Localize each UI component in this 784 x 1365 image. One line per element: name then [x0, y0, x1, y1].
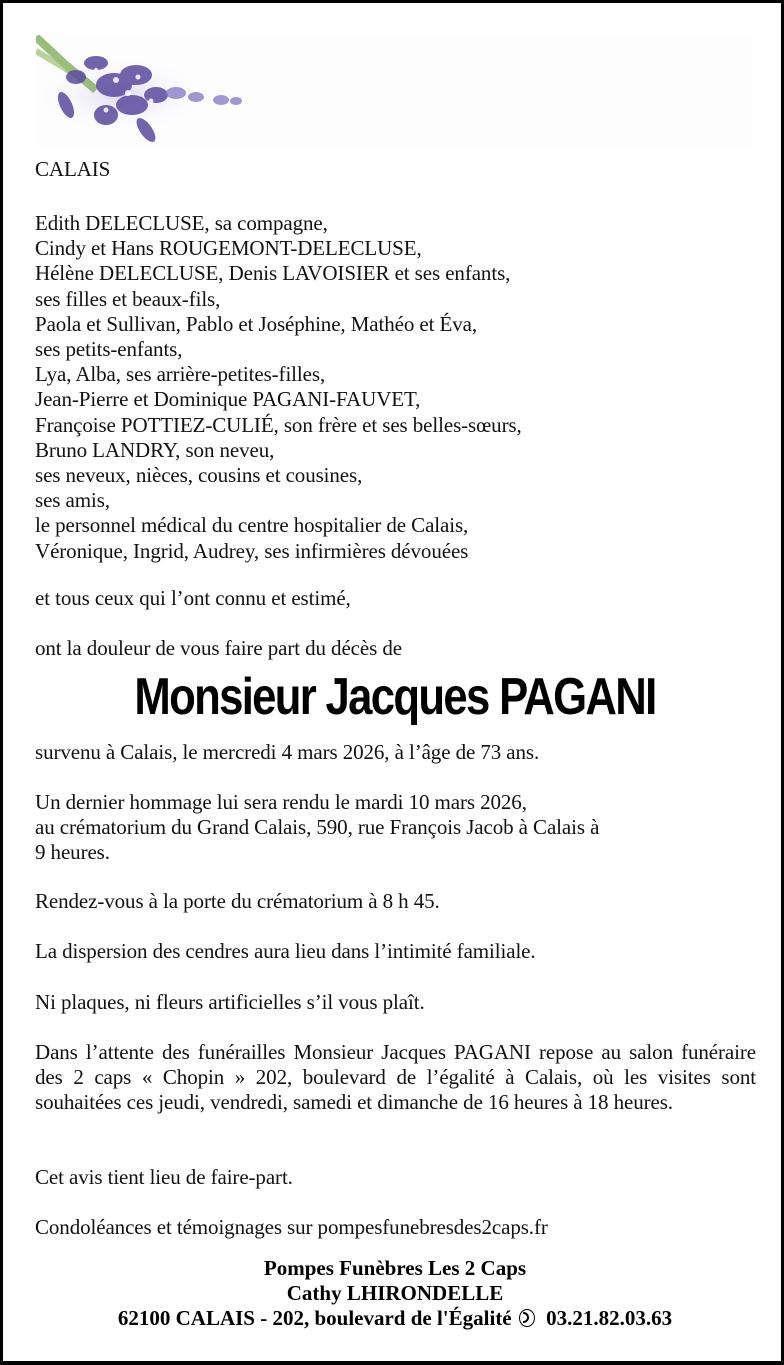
family-line: Véronique, Ingrid, Audrey, ses infirmières dévouées: [35, 538, 469, 563]
family-line: ses neveux, nièces, cousins et cousines,: [35, 463, 363, 488]
family-line: Françoise POTTIEZ-CULIÉ, son frère et ses belles-sœurs,: [35, 412, 522, 437]
meeting-text: Rendez-vous à la porte du crématorium à 8 h 45.: [35, 889, 440, 913]
funeral-home-footer: [3, 1256, 784, 1331]
and-all-text: et tous ceux qui l’ont connu et estimé,: [35, 586, 351, 610]
address-line: [3, 1306, 784, 1331]
family-line: Lya, Alba, ses arrière-petites-filles,: [35, 362, 326, 387]
rest-paragraph: Dans l’attente des funérailles Monsieur Jacques PAGANI repose au salon funéraire des 2 caps « Chopin » 202, boulevard de l’égalité à Calais, où les visites sont souhaitées ces jeudi, vendredi, samedi et dimanche de 16 heures à 18 heures.: [35, 1040, 756, 1115]
city-heading: CALAIS: [35, 157, 111, 181]
family-line: Cindy et Hans ROUGEMONT-DELECLUSE,: [35, 236, 422, 261]
death-info: survenu à Calais, le mercredi 4 mars 2026, à l’âge de 73 ans.: [35, 740, 540, 764]
family-line: ses amis,: [35, 488, 110, 513]
tribute-paragraph: [35, 790, 757, 866]
family-line: ses filles et beaux-fils,: [35, 286, 221, 311]
phone-number: 03.21.82.03.63: [546, 1306, 673, 1330]
company-name: Pompes Funèbres Les 2 Caps: [263, 1256, 527, 1280]
family-list: [35, 211, 757, 564]
family-line: Hélène DELECLUSE, Denis LAVOISIER et ses enfants,: [35, 261, 511, 286]
condolences-text: Condoléances et témoignages sur pompesfunebresdes2caps.fr: [35, 1215, 548, 1239]
family-line: Paola et Sullivan, Pablo et Joséphine, Mathéo et Éva,: [35, 311, 478, 336]
family-line: le personnel médical du centre hospitalier de Calais,: [35, 513, 469, 538]
phone-icon: [519, 1309, 535, 1327]
deceased-name: Monsieur Jacques PAGANI: [134, 668, 656, 726]
tribute-line: Un dernier hommage lui sera rendu le mardi 10 mars 2026,: [35, 790, 527, 814]
family-line: Jean-Pierre et Dominique PAGANI-FAUVET,: [35, 387, 421, 412]
flowers-text: Ni plaques, ni fleurs artificielles s’il vous plaît.: [35, 990, 425, 1014]
family-line: Edith DELECLUSE, sa compagne,: [35, 211, 328, 235]
tribute-line: 9 heures.: [35, 840, 110, 865]
notice-note: Cet avis tient lieu de faire-part.: [35, 1165, 293, 1189]
tribute-line: au crématorium du Grand Calais, 590, rue François Jacob à Calais à: [35, 815, 600, 840]
contact-name: Cathy LHIRONDELLE: [286, 1281, 504, 1305]
address: 62100 CALAIS - 202, boulevard de l'Égalité: [117, 1306, 512, 1330]
announcement-text: ont la douleur de vous faire part du décès de: [35, 636, 402, 660]
ashes-text: La dispersion des cendres aura lieu dans l’intimité familiale.: [35, 939, 536, 963]
family-line: ses petits-enfants,: [35, 337, 183, 362]
lavender-banner-image: [36, 35, 754, 147]
family-line: Bruno LANDRY, son neveu,: [35, 437, 275, 462]
lavender-icon: [36, 35, 754, 147]
